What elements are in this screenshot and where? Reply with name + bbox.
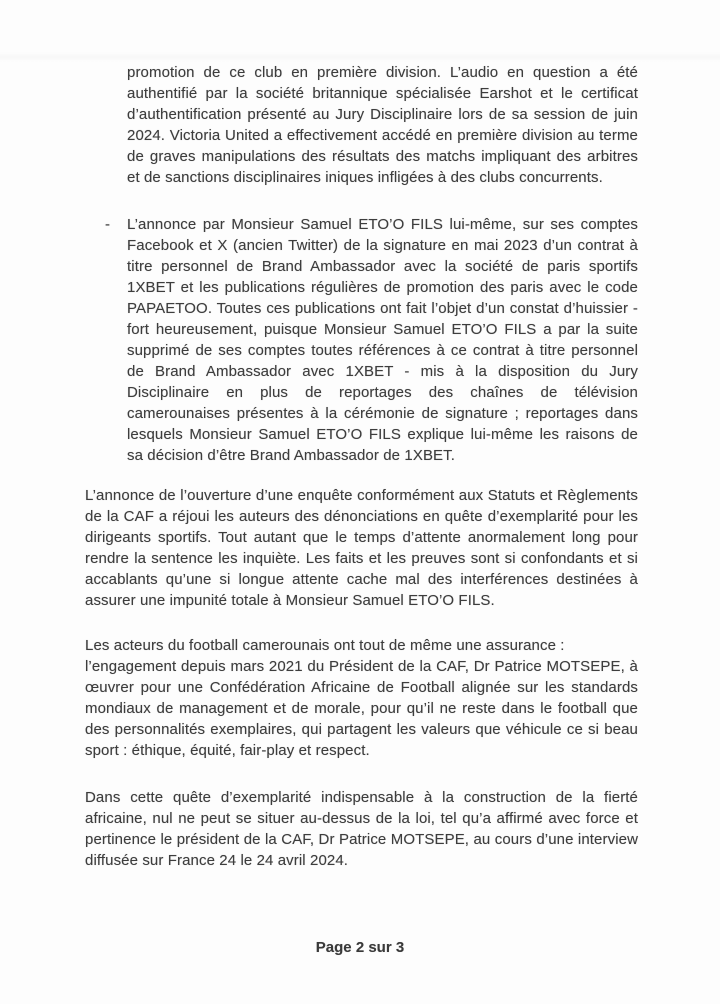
paragraph-list-continuation: promotion de ce club en première division. L’audio en question a été authentifié par la société britannique spécialisée Earshot et le certificat d’authentification présenté au Jury Disciplinaire lors de sa session de juin 2024. Victoria United a effectivement accédé en première division au terme de graves manipulations des résultats des matchs impliquant des arbitres et de sanctions disciplinaires iniques infligées à des clubs concurrents. [127, 64, 638, 186]
paragraph-body-conclusion: Dans cette quête d’exemplarité indispensable à la construction de la fierté africaine, nul ne peut se situer au-dessus de la loi, tel qu’a affirmé avec force et pertinence le président de la CAF, Dr Patrice MOTSEPE, au cours d’une interview diffusée sur France 24 le 24 avril 2024. [85, 789, 638, 869]
footer-page-number: Page 2 sur 3 [315, 939, 405, 956]
paragraph-body-enquete: L’annonce de l’ouverture d’une enquête conformément aux Statuts et Règlements de la CAF a réjoui les auteurs des dénonciations en quête d’exemplarité pour les dirigeants sportifs. Tout autant que le temps d’attente anormalement long pour rendre la sentence les inquiète. Les faits et les preuves sont si confondants et si accablants qu’une si longue attente cache mal des interférences destinées à assurer une impunité totale à Monsieur Samuel ETO’O FILS. [85, 487, 638, 609]
paragraph-rest: l’engagement depuis mars 2021 du Président de la CAF, Dr Patrice MOTSEPE, à œuvrer pour une Confédération Africaine de Football alignée sur les standards mondiaux de management et de morale, pour qu’il ne reste dans le football que des personnalités exemplaires, qui partagent les valeurs que véhicule ce si beau sport : éthique, équité, fair-play et respect. [85, 658, 638, 759]
paragraph-first-line: Les acteurs du football camerounais ont tout de même une assurance : [85, 637, 565, 654]
scan-artifact-band [0, 52, 720, 62]
paragraph-body-assurance [85, 635, 638, 761]
bullet-dash: - [105, 216, 110, 233]
list-item [85, 214, 638, 466]
paragraph-list-item: L’annonce par Monsieur Samuel ETO’O FILS lui-même, sur ses comptes Facebook et X (ancien Twitter) de la signature en mai 2023 d’un contrat à titre personnel de Brand Ambassador avec la société de paris sportifs 1XBET et les publications régulières de promotion des paris avec le code PAPAETOO. Toutes ces publications ont fait l’objet d’un constat d’huissier - fort heureusement, puisque Monsieur Samuel ETO’O FILS a par la suite supprimé de ses comptes toutes références à ce contrat à titre personnel de Brand Ambassador avec 1XBET - mis à la disposition du Jury Disciplinaire en plus de reportages des chaînes de télévision camerounaises présentes à la cérémonie de signature ; reportages dans lesquels Monsieur Samuel ETO’O FILS explique lui-même les raisons de sa décision d’être Brand Ambassador de 1XBET. [127, 216, 638, 464]
page-content [85, 62, 638, 895]
